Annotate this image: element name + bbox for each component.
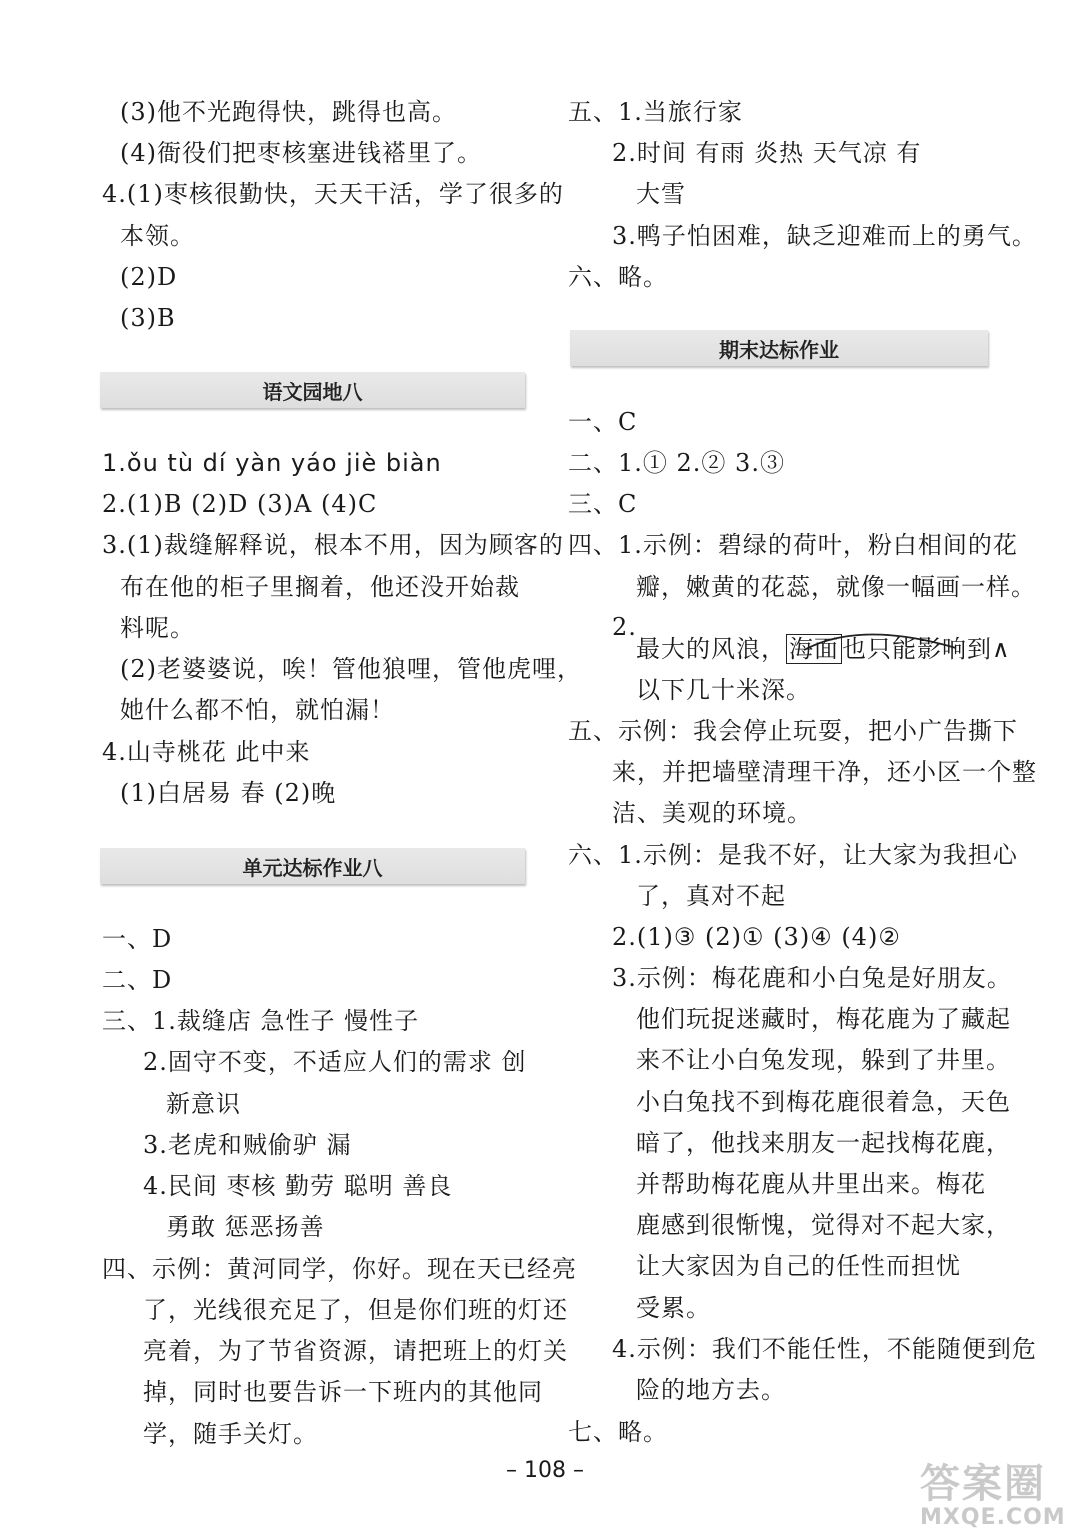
section-title: 期末达标作业 xyxy=(719,337,839,362)
answer-line: (4)衙役们把枣核塞进钱褡里了。 xyxy=(120,139,482,167)
answer-line: 布在他的柜子里搁着，他还没开始裁 xyxy=(120,573,520,601)
answer-line: (1)白居易 春 (2)晚 xyxy=(120,779,337,807)
answer-line: 以下几十米深。 xyxy=(636,676,811,704)
answer-line: 暗了，他找来朋友一起找梅花鹿， xyxy=(636,1129,1011,1157)
answer-line: 亮着，为了节省资源，请把班上的灯关 xyxy=(143,1337,568,1365)
answer-line: 四、示例：黄河同学，你好。现在天已经亮 xyxy=(102,1255,577,1283)
answer-line: 七、略。 xyxy=(568,1418,668,1446)
answer-line: 五、1.当旅行家 xyxy=(568,98,743,126)
answer-line: 一、C xyxy=(568,408,638,436)
insert-caret-mark: ∧ xyxy=(992,635,1011,663)
answer-line: 大雪 xyxy=(636,180,686,208)
answer-line: 2.(1)B (2)D (3)A (4)C xyxy=(102,490,378,518)
answer-line: 勇敢 惩恶扬善 xyxy=(166,1213,325,1241)
answer-line: 瓣，嫩黄的花蕊，就像一幅画一样。 xyxy=(636,573,1036,601)
answer-line: 2.时间 有雨 炎热 天气凉 有 xyxy=(612,139,922,167)
answer-line: 3.(1)裁缝解释说，根本不用，因为顾客的 xyxy=(102,531,564,559)
answer-line: 料呢。 xyxy=(120,614,195,642)
watermark-logo xyxy=(920,1462,1085,1532)
answer-line: 4.山寺桃花 此中来 xyxy=(102,738,311,766)
watermark-main: 答案圈 xyxy=(920,1461,1046,1507)
sentence-part: 最大的风浪， xyxy=(636,635,786,663)
boxed-word: 海面 xyxy=(786,634,842,664)
answer-line: 五、示例：我会停止玩耍，把小广告撕下 xyxy=(568,717,1018,745)
answer-line: 了，光线很充足了，但是你们班的灯还 xyxy=(143,1296,568,1324)
answer-line: 受累。 xyxy=(636,1294,711,1322)
answer-line: 险的地方去。 xyxy=(636,1376,786,1404)
answer-line: 并帮助梅花鹿从井里出来。梅花 xyxy=(636,1170,986,1198)
answer-line: 一、D xyxy=(102,925,173,953)
section-banner xyxy=(100,372,525,408)
answer-line: 来，并把墙壁清理干净，还小区一个整 xyxy=(612,758,1037,786)
section-banner xyxy=(570,330,988,366)
answer-line: 2.固守不变，不适应人们的需求 创 xyxy=(143,1048,527,1076)
answer-line: 掉，同时也要告诉一下班内的其他同 xyxy=(143,1378,543,1406)
answer-line: 1.ǒu tù dí yàn yáo jiè biàn xyxy=(102,449,442,477)
sentence-part: 也只能影响到 xyxy=(842,635,992,663)
section-banner xyxy=(100,848,525,884)
answer-line: (3)他不光跑得快，跳得也高。 xyxy=(120,98,457,126)
answer-line: 3.老虎和贼偷驴 漏 xyxy=(143,1131,352,1159)
answer-line: 3.示例：梅花鹿和小白兔是好朋友。 xyxy=(612,964,1012,992)
answer-line: 他们玩捉迷藏时，梅花鹿为了藏起 xyxy=(636,1005,1011,1033)
answer-line: 2.(1)③ (2)① (3)④ (4)② xyxy=(612,923,901,951)
answer-line: 鹿感到很惭愧，觉得对不起大家， xyxy=(636,1211,1011,1239)
answer-line: 六、略。 xyxy=(568,263,668,291)
answer-line: (2)D xyxy=(120,263,178,291)
answer-line: 让大家因为自己的任性而担忧 xyxy=(636,1252,961,1280)
answer-line: 新意识 xyxy=(166,1090,241,1118)
answer-line: 四、1.示例：碧绿的荷叶，粉白相间的花 xyxy=(568,531,1018,559)
page-number: – 108 – xyxy=(506,1458,584,1483)
answer-line: 三、C xyxy=(568,490,638,518)
answer-line: 2. xyxy=(612,613,637,641)
watermark-sub: MXQE.COM xyxy=(920,1505,1066,1530)
answer-line: 三、1.裁缝店 急性子 慢性子 xyxy=(102,1007,420,1035)
answer-line: 小白兔找不到梅花鹿很着急，天色 xyxy=(636,1088,1011,1116)
answer-line: 4.民间 枣核 勤劳 聪明 善良 xyxy=(143,1172,453,1200)
answer-line: 洁、美观的环境。 xyxy=(612,799,812,827)
answer-line: 本领。 xyxy=(120,222,195,250)
answer-line: 了，真对不起 xyxy=(636,882,786,910)
section-title: 语文园地八 xyxy=(262,379,363,404)
answer-line: 二、D xyxy=(102,966,173,994)
answer-line: (3)B xyxy=(120,304,176,332)
answer-line: 来不让小白兔发现，躲到了井里。 xyxy=(636,1046,1011,1074)
answer-line: 4.(1)枣核很勤快，天天干活，学了很多的 xyxy=(102,180,564,208)
answer-line: 二、1.① 2.② 3.③ xyxy=(568,449,785,477)
answer-line: (2)老婆婆说，唉！管他狼哩，管他虎哩， xyxy=(120,655,582,683)
section-title: 单元达标作业八 xyxy=(242,855,383,880)
answer-line: 她什么都不怕，就怕漏！ xyxy=(120,696,395,724)
answer-line: 4.示例：我们不能任性，不能随便到危 xyxy=(612,1335,1037,1363)
answer-line: 3.鸭子怕困难，缺乏迎难而上的勇气。 xyxy=(612,222,1037,250)
edited-sentence xyxy=(636,634,1011,664)
answer-line: 学，随手关灯。 xyxy=(143,1420,318,1448)
answer-line: 六、1.示例：是我不好，让大家为我担心 xyxy=(568,841,1018,869)
